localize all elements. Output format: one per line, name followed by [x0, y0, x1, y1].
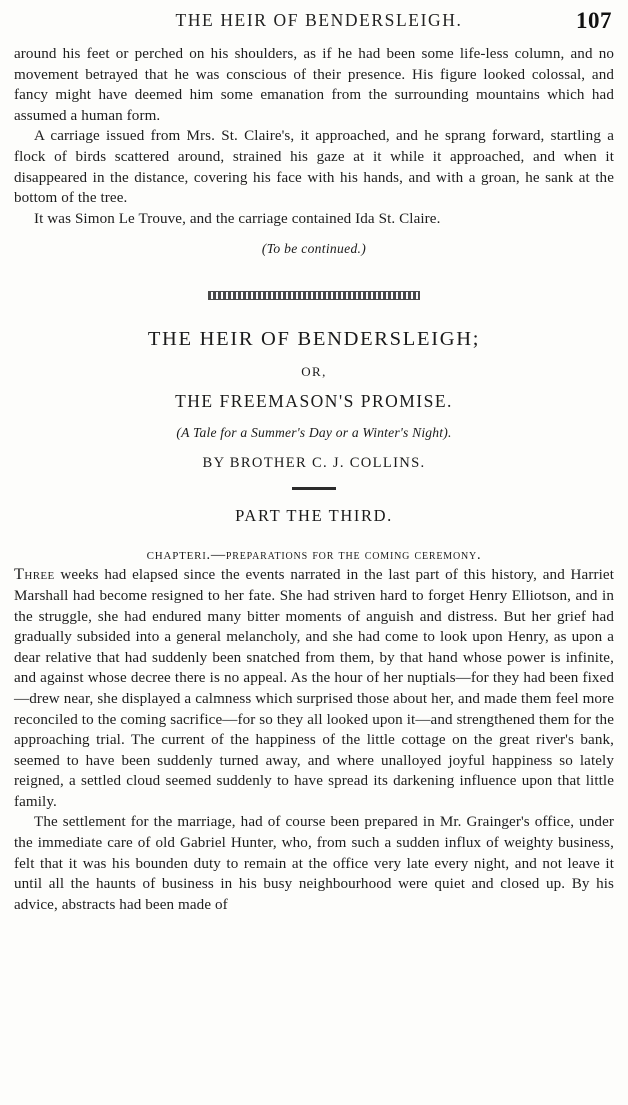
story-subtitle: THE FREEMASON'S PROMISE.: [175, 391, 453, 412]
paragraph: around his feet or perched on his shoulders, as if he had been some life-less column, and no movement betrayed that he was conscious of their presence. His figure looked colossal, and fancy might have deemed him some emanation from the surrounding mountains which had assumed a human form.: [14, 46, 614, 124]
paragraph-text: weeks had elapsed since the events narrated in the last part of this history, and Harriet Marshall had become resigned to her fate. She had striven hard to forget Henry Elliotson, and in the struggle, she had endured many bitter moments of anguish and distress. But her grief had gradually subsided into a general melancholy, and she had come to look upon Henry, as upon a dear relative that had suddenly been snatched from them, by that hand whose power is infinite, and against whose decree there is no appeal. As the hour of her nuptials—for they had been fixed—drew near, she displayed a calmness which surprised those about her, and made them feel more reconciled to the coming sacrifice—for so they all looked upon it—and strengthened them for the approaching trial. The current of the happiness of the little cottage on the great river's bank, seemed to have been suddenly turned away, and where unalloyed joyful happiness so lately reigned, a settled cloud seemed suddenly to have spread its darkening influence upon that little family.: [14, 567, 614, 810]
part-title: PART THE THIRD.: [235, 506, 393, 526]
page-number: 107: [576, 8, 612, 33]
running-head-title: THE HEIR OF BENDERSLEIGH.: [175, 10, 463, 30]
story-author: BY BROTHER C. J. COLLINS.: [202, 455, 426, 472]
section-rule: [292, 487, 336, 490]
paragraph: It was Simon Le Trouve, and the carriage contained Ida St. Claire.: [34, 210, 441, 227]
story-tagline: (A Tale for a Summer's Day or a Winter's Night).: [176, 425, 452, 441]
paragraph: [14, 564, 614, 812]
chapter-heading-word: chapter: [146, 546, 203, 564]
chapter-heading-rest: i.—preparations for the coming ceremony.: [202, 547, 482, 564]
paragraph-lead-words: Three: [14, 564, 55, 584]
paragraph: A carriage issued from Mrs. St. Claire's, it approached, and he sprang forward, startling a flock of birds scattered around, strained his gaze at it while it approached, and when it disappeared in the distance, covering his face with his hands, and with a groan, he sank at the bottom of the tree.: [14, 128, 614, 207]
story-title-or: OR,: [301, 364, 327, 380]
text-column: [14, 44, 614, 915]
chapter-heading: [14, 546, 614, 564]
running-head: [14, 10, 614, 44]
paragraph: The settlement for the marriage, had of course been prepared in Mr. Grainger's office, under the immediate care of old Gabriel Hunter, who, from such a sudden influx of weighty business, felt that it was his bounden duty to remain at the office very late every night, and not leave it until all the haunts of business in his busy neighbourhood were quiet and closed up. By his advice, abstracts had been made of: [14, 814, 614, 913]
ornamental-divider: [208, 291, 420, 300]
to-be-continued-note: (To be continued.): [261, 241, 367, 257]
story-title: THE HEIR OF BENDERSLEIGH;: [147, 328, 481, 351]
